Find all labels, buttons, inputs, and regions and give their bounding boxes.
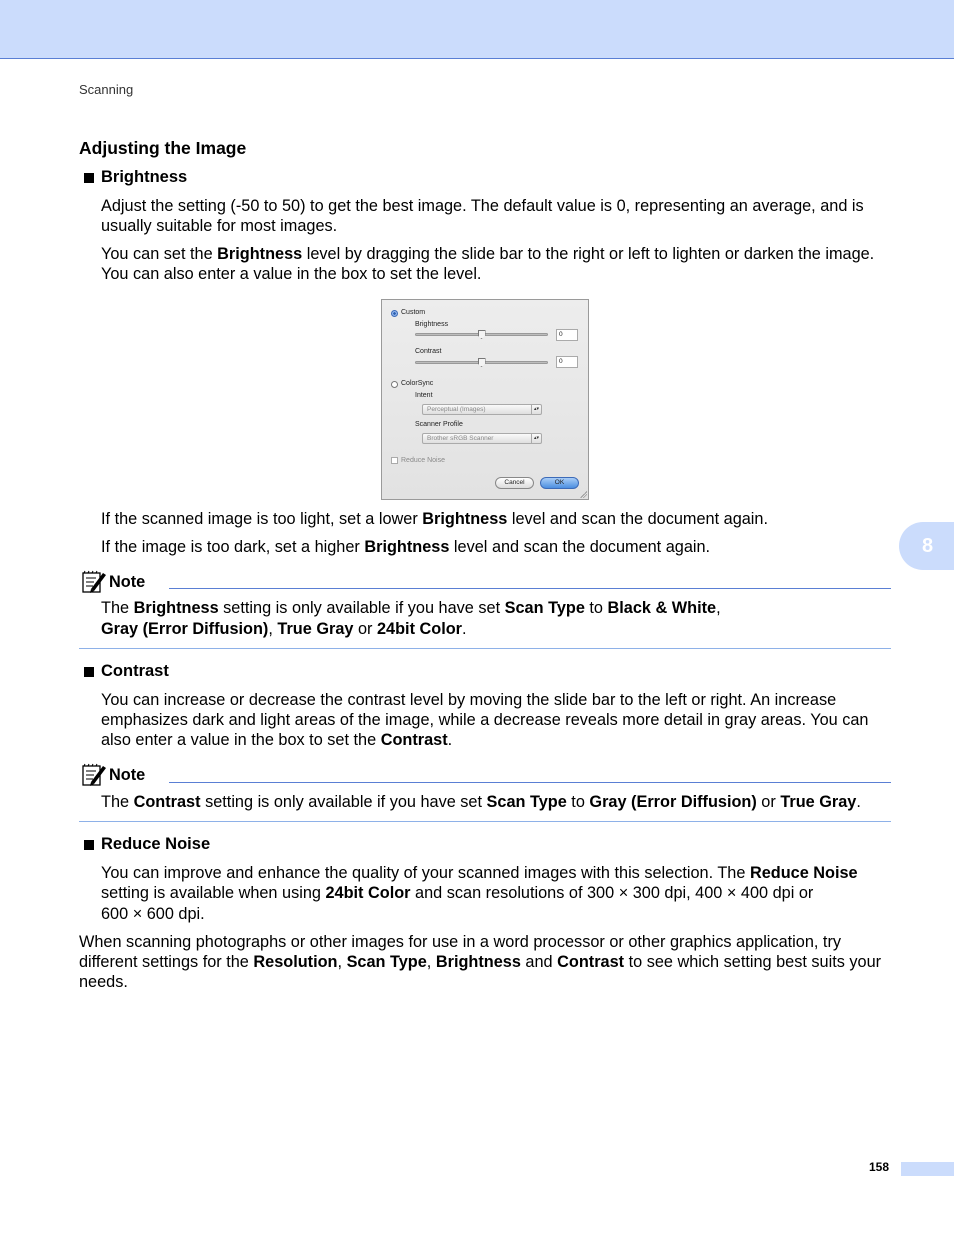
note-2-end-rule [79,821,891,822]
footer-band [901,1162,954,1176]
brightness-paragraph-2: You can set the Brightness level by dragging the slide bar to the right or left to lighten or darken the image. You can also enter a value in the box to set the level. [101,245,875,283]
note-1-rule [169,588,891,589]
chapter-tab: 8 [899,522,954,570]
reduce-noise-heading: Reduce Noise [84,835,210,854]
note-1-text-line-1: The Brightness setting is only available if you have set Scan Type to Black & White, [101,599,721,617]
note-2-rule [169,782,891,783]
resize-grip-icon[interactable] [580,491,587,498]
running-header: Scanning [79,82,134,97]
reduce-noise-line-2: setting is available when using 24bit Color and scan resolutions of 300 × 300 dpi, 400 × 400 dpi or [101,884,814,902]
stepper-arrows-icon: ▴▾ [531,434,541,443]
page-number: 158 [869,1160,890,1174]
square-bullet-icon [84,840,94,850]
cancel-button[interactable]: Cancel [495,477,534,489]
contrast-heading: Contrast [84,662,169,681]
ok-button[interactable]: OK [540,477,579,489]
brightness-paragraph-1: Adjust the setting (-50 to 50) to get the best image. The default value is 0, representing an average, and is usually suitable for most images. [101,197,864,235]
note-pencil-icon [81,763,107,787]
intent-select[interactable]: Perceptual (Images) ▴▾ [422,404,542,415]
brightness-heading: Brightness [84,168,187,187]
note-2-text: The Contrast setting is only available if you have set Scan Type to Gray (Error Diffusion) or True Gray. [101,793,861,811]
scanner-profile-label: Scanner Profile [415,421,463,428]
square-bullet-icon [84,667,94,677]
reduce-noise-line-3: 600 × 600 dpi. [101,905,205,923]
note-pencil-icon [81,570,107,594]
note-1-header [81,570,145,594]
contrast-slider-thumb[interactable] [478,358,486,367]
colorsync-label: ColorSync [401,380,434,387]
custom-label: Custom [401,309,426,316]
reduce-noise-line-1: You can improve and enhance the quality of your scanned images with this selection. The Reduce Noise [101,864,858,882]
closing-paragraph: When scanning photographs or other images for use in a word processor or other graphics application, try different settings for the Resolution, Scan Type, Brightness and Contrast to see which setting best suits your needs. [79,933,882,991]
reduce-noise-checkbox[interactable] [391,457,398,464]
brightness-label: Brightness [415,321,449,328]
scan-settings-screenshot [381,299,589,500]
stepper-arrows-icon: ▴▾ [531,405,541,414]
brightness-paragraph-3: If the scanned image is too light, set a lower Brightness level and scan the document again. [101,510,769,528]
reduce-noise-label: Reduce Noise [401,457,445,464]
header-band [0,0,954,59]
contrast-paragraph: You can increase or decrease the contrast level by moving the slide bar to the left or right. An increase emphasizes dark and light areas of the image, while a decrease reveals more detail in gray areas. You can also enter a value in the box to set the Contrast. [101,691,869,749]
colorsync-radio[interactable] [391,381,398,388]
contrast-label: Contrast [415,348,442,355]
square-bullet-icon [84,173,94,183]
section-title: Adjusting the Image [79,138,247,158]
scanner-profile-select[interactable]: Brother sRGB Scanner ▴▾ [422,433,542,444]
custom-radio[interactable] [391,310,398,317]
note-1-end-rule [79,648,891,649]
brightness-paragraph-4: If the image is too dark, set a higher Brightness level and scan the document again. [101,538,711,556]
intent-label: Intent [415,392,433,399]
brightness-value-box[interactable]: 0 [556,329,578,341]
contrast-value-box[interactable]: 0 [556,356,578,368]
note-1-label: Note [109,572,146,591]
note-2-label: Note [109,765,146,784]
brightness-slider-thumb[interactable] [478,330,486,339]
note-1-text-line-2: Gray (Error Diffusion), True Gray or 24bit Color. [101,620,467,638]
note-2-header [81,763,145,787]
